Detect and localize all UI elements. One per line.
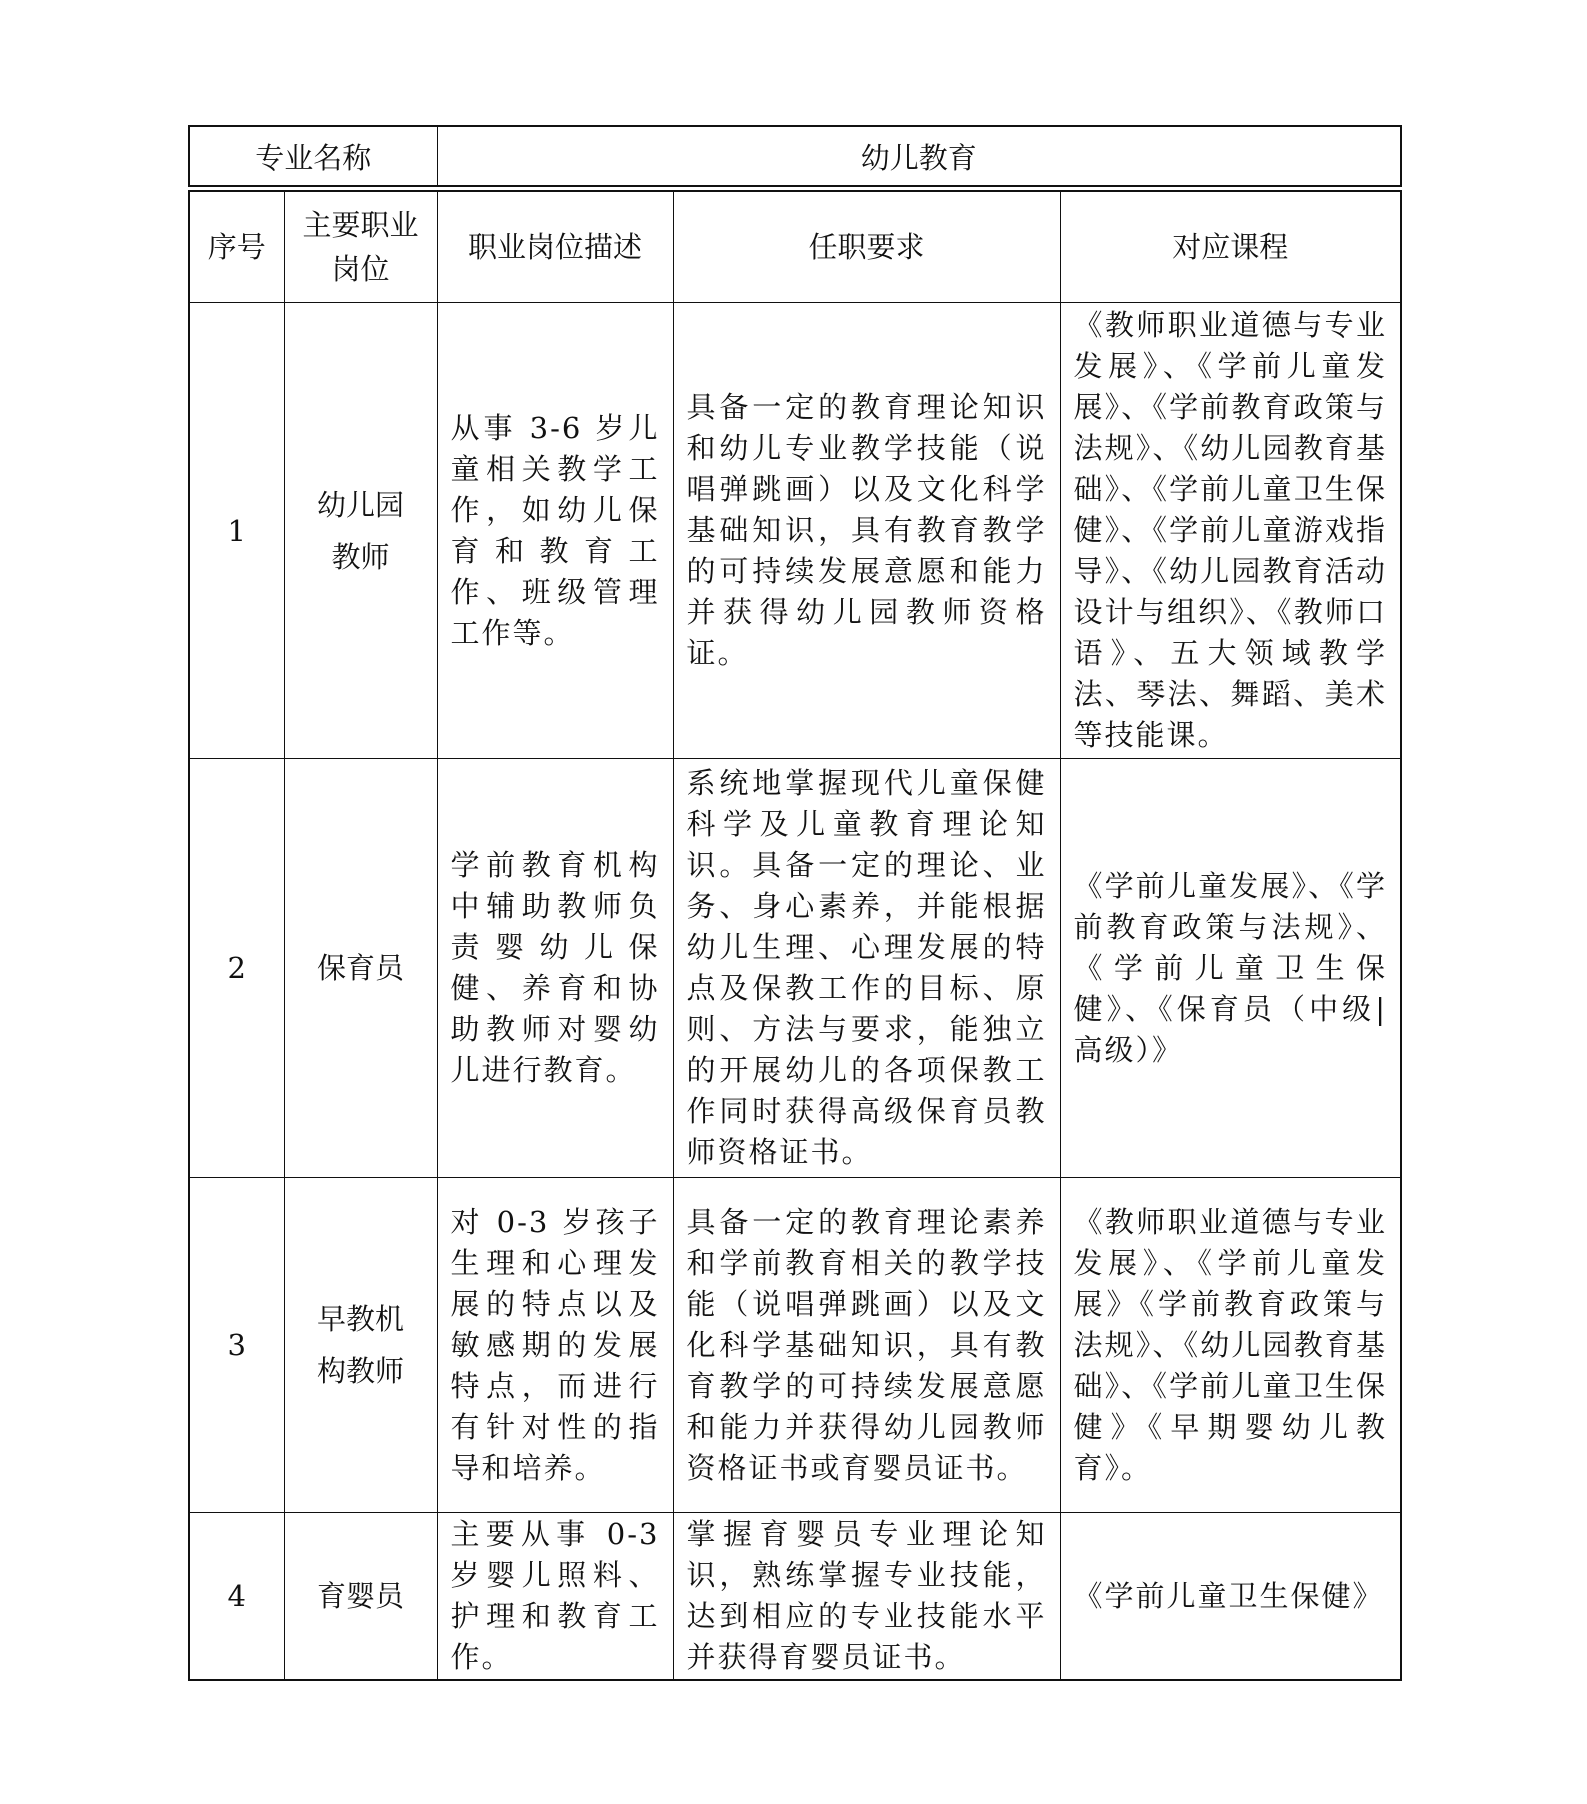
table-row: [189, 1513, 1401, 1681]
header-position: 主要职业 岗位: [284, 191, 437, 303]
table-row: [189, 1178, 1401, 1513]
row-courses: 《学前儿童卫生保健》: [1060, 1513, 1401, 1681]
row-courses: 《教师职业道德与专业发展》、《学前儿童发展》《学前教育政策与法规》、《幼儿园教育基础》、《学前儿童卫生保健》《早期婴幼儿教育》。: [1060, 1178, 1401, 1513]
row-description: 学前教育机构中辅助教师负责婴幼儿保健、养育和协助教师对婴幼儿进行教育。: [437, 759, 673, 1178]
row-position: 育婴员: [284, 1513, 437, 1681]
row-description: 主要从事 0-3 岁婴儿照料、护理和教育工作。: [437, 1513, 673, 1681]
header-index: 序号: [189, 191, 284, 303]
major-header-table: [188, 125, 1402, 187]
row-requirements: 系统地掌握现代儿童保健科学及儿童教育理论知识。具备一定的理论、业务、身心素养，并能根据幼儿生理、心理发展的特点及保教工作的目标、原则、方法与要求，能独立的开展幼儿的各项保教工作同时获得高级保育员教师资格证书。: [673, 759, 1060, 1178]
major-row: [189, 126, 1401, 186]
row-courses: 《教师职业道德与专业发展》、《学前儿童发展》、《学前教育政策与法规》、《幼儿园教育基础》、《学前儿童卫生保健》、《学前儿童游戏指导》、《幼儿园教育活动设计与组织》、《教师口语》、五大领域教学法、琴法、舞蹈、美术等技能课。: [1060, 303, 1401, 759]
row-index: 2: [189, 759, 284, 1178]
row-position: 早教机 构教师: [284, 1178, 437, 1513]
major-value: 幼儿教育: [437, 126, 1401, 186]
table-row: [189, 759, 1401, 1178]
row-index: 3: [189, 1178, 284, 1513]
header-courses: 对应课程: [1060, 191, 1401, 303]
row-courses: 《学前儿童发展》、《学前教育政策与法规》、《学前儿童卫生保健》、《保育员（中级|高级）》: [1060, 759, 1401, 1178]
header-description: 职业岗位描述: [437, 191, 673, 303]
row-description: 对 0-3 岁孩子生理和心理发展的特点以及敏感期的发展特点，而进行有针对性的指导和培养。: [437, 1178, 673, 1513]
table-row: [189, 303, 1401, 759]
row-requirements: 具备一定的教育理论知识和幼儿专业教学技能（说唱弹跳画）以及文化科学基础知识，具有教育教学的可持续发展意愿和能力并获得幼儿园教师资格证。: [673, 303, 1060, 759]
row-requirements: 具备一定的教育理论素养和学前教育相关的教学技能（说唱弹跳画）以及文化科学基础知识，具有教育教学的可持续发展意愿和能力并获得幼儿园教师资格证书或育婴员证书。: [673, 1178, 1060, 1513]
header-requirements: 任职要求: [673, 191, 1060, 303]
row-description: 从事 3-6 岁儿童相关教学工作，如幼儿保育和教育工作、班级管理工作等。: [437, 303, 673, 759]
row-index: 1: [189, 303, 284, 759]
row-position: 保育员: [284, 759, 437, 1178]
row-index: 4: [189, 1513, 284, 1681]
major-label: 专业名称: [189, 126, 437, 186]
row-requirements: 掌握育婴员专业理论知识，熟练掌握专业技能，达到相应的专业技能水平并获得育婴员证书。: [673, 1513, 1060, 1681]
positions-table: [188, 190, 1402, 1681]
table-header-row: [189, 191, 1401, 303]
row-position: 幼儿园 教师: [284, 303, 437, 759]
